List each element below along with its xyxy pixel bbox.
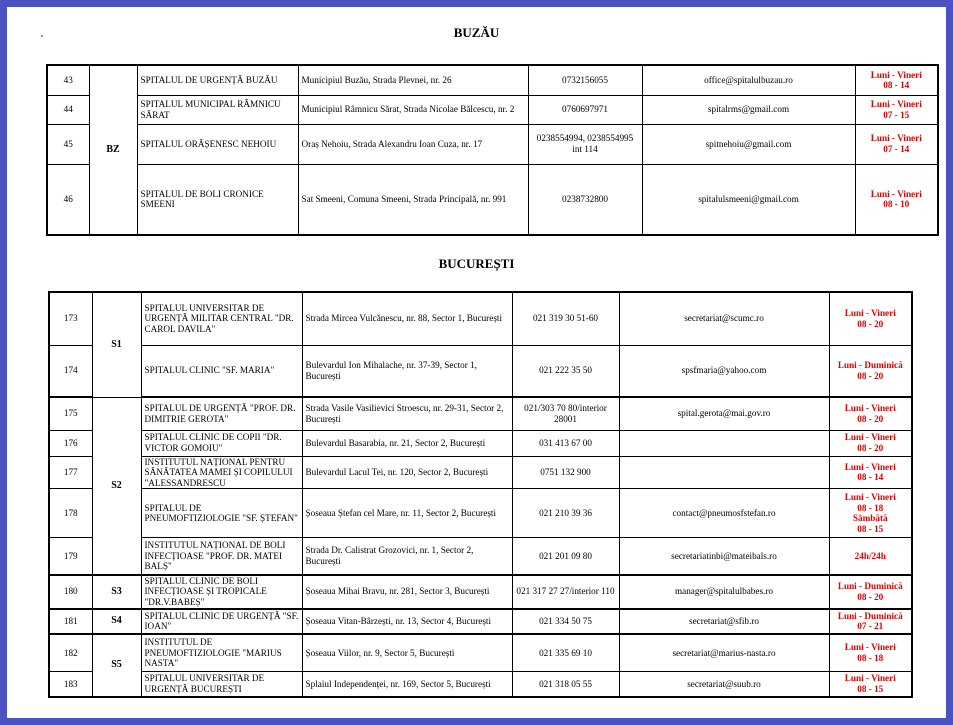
hours-cell: Luni - Vineri 07 - 14: [855, 124, 938, 164]
hours-cell: Luni - Duminică 08 - 20: [829, 345, 912, 397]
sector-cell: BZ: [89, 65, 137, 235]
hours-cell: Luni - Vineri 08 - 10: [855, 164, 938, 235]
table-row: 45 SPITALUL ORĂȘENESC NEHOIU Oraș Nehoiu, Strada Alexandru Ioan Cuza, nr. 17 0238554994, 0238554995 int 114 spitnehoiu@gmail.com Luni - Vineri 07 - 14: [47, 124, 938, 164]
sector-cell-s2: S2: [92, 397, 141, 575]
table-row: 44 SPITALUL MUNICIPAL RÂMNICU SĂRAT Municipiul Râmnicu Sărat, Strada Nicolae Bălcescu, nr. 2 0760697971 spitalrms@gmail.com Luni - Vineri 07 - 15: [47, 95, 938, 124]
bucuresti-table: [48, 291, 913, 698]
table-row: 43 BZ SPITALUL DE URGENȚĂ BUZĂU Municipiul Buzău, Strada Plevnei, nr. 26 0732156055 office@spitalulbuzau.ro Luni - Vineri 08 - 14: [47, 65, 938, 95]
table-row: 179 INSTITUTUL NAȚIONAL DE BOLI INFECȚIOASE "PROF. DR. MATEI BALȘ" Strada Dr. Calistrat Grozovici, nr. 1, Sector 2, București 021 201 09 80 secretariatinbi@mateibals.ro 24h/24h: [49, 538, 912, 575]
hours-cell: 24h/24h: [829, 538, 912, 575]
hours-cell: Luni - Vineri 08 - 18: [829, 634, 912, 672]
hours-cell: Luni - Vineri 08 - 14: [829, 456, 912, 489]
hours-cell: Luni - Vineri 08 - 18 Sâmbătă 08 - 15: [829, 489, 912, 538]
hours-cell: Luni - Vineri 08 - 20: [829, 430, 912, 456]
section-title-buzau: BUZĂU: [453, 25, 500, 40]
sector-cell-s1: S1: [92, 292, 141, 397]
hours-cell: Luni - Vineri 07 - 15: [855, 95, 938, 124]
table-row: 183 SPITALUL UNIVERSITAR DE URGENȚĂ BUCUREȘTI Splaiul Independenței, nr. 169, Sector 5, București 021 318 05 55 secretariat@suub.ro Luni - Vineri 08 - 15: [49, 672, 912, 697]
sector-cell-s3: S3: [92, 575, 141, 609]
table-row: 182 S5 INSTITUTUL DE PNEUMOFTIZIOLOGIE "MARIUS NASTA" Șoseaua Viilor, nr. 9, Sector 5, București 021 335 69 10 secretariat@marius-nasta.ro Luni - Vineri 08 - 18: [49, 634, 912, 672]
table-row: 46 SPITALUL DE BOLI CRONICE SMEENI Sat Smeeni, Comuna Smeeni, Strada Principală, nr. 991 0238732800 spitalulsmeeni@gmail.com Luni - Vineri 08 - 10: [47, 164, 938, 235]
hours-cell: Luni - Vineri 08 - 14: [855, 65, 938, 95]
table-row: 175 S2 SPITALUL DE URGENȚĂ "PROF. DR. DIMITRIE GEROTA" Strada Vasile Vasilievici Stroescu, nr. 29-31, Sector 2, București 021/303 70 80/interior 28001 spital.gerota@mai.gov.ro Luni - Vineri 08 - 20: [49, 397, 912, 430]
hours-cell: Luni - Vineri 08 - 20: [829, 397, 912, 430]
section-title-bucuresti: BUCUREȘTI: [438, 256, 515, 271]
table-row: 181 S4 SPITALUL CLINIC DE URGENȚĂ "SF. IOAN" Șoseaua Vitan-Bârzești, nr. 13, Sector 4, București 021 334 50 75 secretariat@sfib.ro Luni - Duminică 07 - 21: [49, 609, 912, 634]
table-row: 176 SPITALUL CLINIC DE COPII "DR. VICTOR GOMOIU" Bulevardul Basarabia, nr. 21, Sector 2, București 031 413 67 00 Luni - Vineri 08 - 20: [49, 430, 912, 456]
buzau-table: [46, 64, 939, 236]
sector-cell-s4: S4: [92, 609, 141, 634]
table-row: 173 S1 SPITALUL UNIVERSITAR DE URGENȚĂ MILITAR CENTRAL "DR. CAROL DAVILA" Strada Mircea Vulcănescu, nr. 88, Sector 1, București 021 319 30 51-60 secretariat@scumc.ro Luni - Vineri 08 - 20: [49, 292, 912, 345]
hours-cell: Luni - Duminică 08 - 20: [829, 575, 912, 609]
table-row: 177 INSTITUTUL NAȚIONAL PENTRU SĂNĂTATEA MAMEI ȘI COPILULUI "ALESSANDRESCU Bulevardul Lacul Tei, nr. 120, Sector 2, București 0751 132 900 Luni - Vineri 08 - 14: [49, 456, 912, 489]
table-row: 174 SPITALUL CLINIC "SF. MARIA" Bulevardul Ion Mihalache, nr. 37-39, Sector 1, București 021 222 35 50 spsfmaria@yahoo.com Luni - Duminică 08 - 20: [49, 345, 912, 397]
document-page: [7, 7, 946, 718]
table-row: 180 S3 SPITALUL CLINIC DE BOLI INFECȚIOASE ȘI TROPICALE "DR.V.BABEȘ" Șoseaua Mihai Bravu, nr. 281, Sector 3, București 021 317 27 27/interior 110 manager@spitalulbabes.ro Luni - Duminică 08 - 20: [49, 575, 912, 609]
hours-cell: Luni - Vineri 08 - 20: [829, 292, 912, 345]
sector-cell-s5: S5: [92, 634, 141, 697]
hours-cell: Luni - Vineri 08 - 15: [829, 672, 912, 697]
table-row: 178 SPITALUL DE PNEUMOFTIZIOLOGIE "SF. ȘTEFAN" Șoseaua Ștefan cel Mare, nr. 11, Sector 2, București 021 210 39 36 contact@pneumosfstefan.ro Luni - Vineri 08 - 18 Sâmbătă 08 - 15: [49, 489, 912, 538]
hours-cell: Luni - Duminică 07 - 21: [829, 609, 912, 634]
